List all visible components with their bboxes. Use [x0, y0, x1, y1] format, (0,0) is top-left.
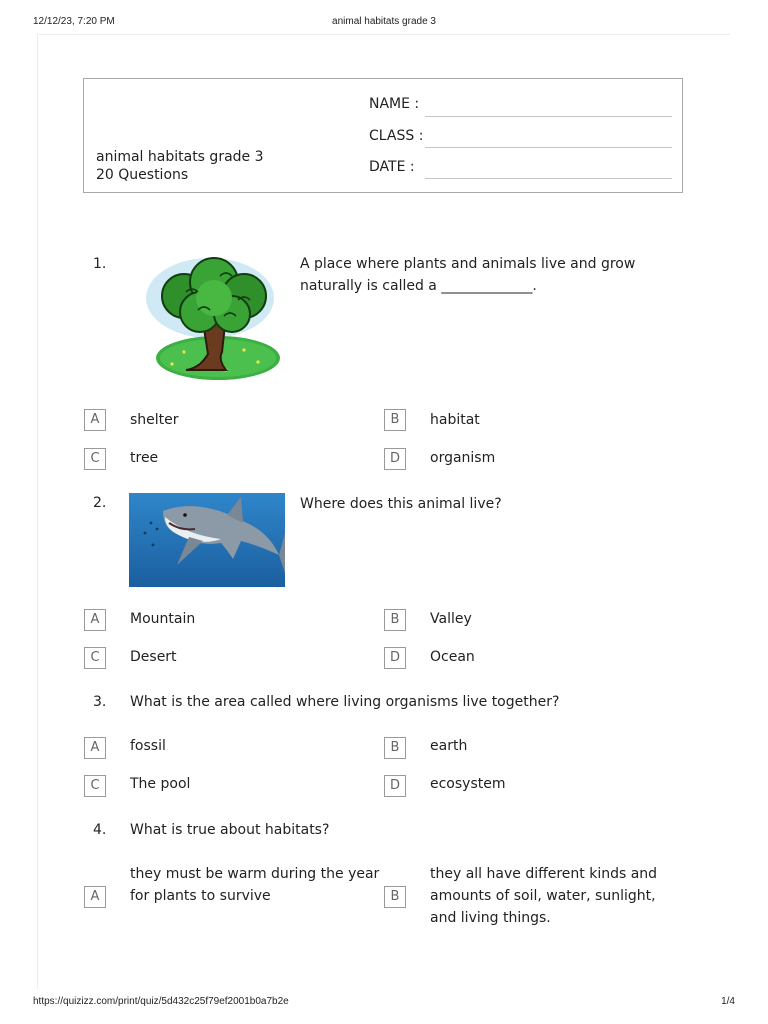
- question-text: A place where plants and animals live and grow naturally is called a _____________.: [300, 256, 636, 294]
- option-text-c[interactable]: Desert: [130, 649, 177, 665]
- option-text-b[interactable]: habitat: [430, 412, 480, 428]
- class-label: CLASS :: [369, 128, 424, 144]
- option-letter-c[interactable]: C: [84, 775, 106, 797]
- question-text: Where does this animal live?: [300, 496, 502, 512]
- option-text-c[interactable]: The pool: [130, 776, 191, 792]
- page-border-top: [37, 34, 730, 35]
- question-text: What is true about habitats?: [130, 822, 330, 838]
- name-label: NAME :: [369, 96, 420, 112]
- print-footer: [0, 996, 768, 1010]
- print-url[interactable]: https://quizizz.com/print/quiz/5d432c25f79ef2001b0a7b2e: [33, 996, 289, 1007]
- class-field-line[interactable]: [425, 147, 672, 148]
- option-text-d[interactable]: organism: [430, 450, 496, 466]
- option-text-a[interactable]: fossil: [130, 738, 166, 754]
- option-text-d[interactable]: ecosystem: [430, 776, 506, 792]
- option-text-b[interactable]: Valley: [430, 611, 472, 627]
- print-doc-title: animal habitats grade 3: [332, 16, 436, 27]
- quiz-info-box: [83, 78, 683, 193]
- option-letter-a[interactable]: A: [84, 886, 106, 908]
- quiz-title: animal habitats grade 3: [96, 149, 264, 165]
- option-letter-d[interactable]: D: [384, 775, 406, 797]
- option-letter-b[interactable]: B: [384, 737, 406, 759]
- option-letter-a[interactable]: A: [84, 737, 106, 759]
- print-datetime: 12/12/23, 7:20 PM: [33, 16, 115, 27]
- print-header: [0, 16, 768, 30]
- option-letter-a[interactable]: A: [84, 409, 106, 431]
- option-text-b[interactable]: they all have different kinds and amounts of soil, water, sunlight, and living things.: [430, 866, 658, 926]
- option-text-a[interactable]: Mountain: [130, 611, 196, 627]
- shark-photo-icon: [129, 493, 285, 587]
- question-text: What is the area called where living organisms live together?: [130, 694, 560, 710]
- option-text-a[interactable]: shelter: [130, 412, 179, 428]
- tree-illustration-icon: [134, 256, 282, 384]
- option-letter-b[interactable]: B: [384, 609, 406, 631]
- option-letter-d[interactable]: D: [384, 448, 406, 470]
- date-label: DATE :: [369, 159, 415, 175]
- question-number: 4.: [93, 822, 107, 838]
- question-count: 20 Questions: [96, 167, 189, 183]
- page-border-left: [37, 34, 38, 989]
- option-letter-b[interactable]: B: [384, 409, 406, 431]
- option-text-d[interactable]: Ocean: [430, 649, 475, 665]
- question-number: 2.: [93, 495, 107, 511]
- name-field-line[interactable]: [425, 116, 672, 117]
- option-letter-c[interactable]: C: [84, 647, 106, 669]
- date-field-line[interactable]: [425, 178, 672, 179]
- option-text-a[interactable]: they must be warm during the year for plants to survive: [130, 866, 380, 904]
- option-text-c[interactable]: tree: [130, 450, 159, 466]
- question-number: 3.: [93, 694, 107, 710]
- page-number: 1/4: [721, 996, 735, 1007]
- option-letter-b[interactable]: B: [384, 886, 406, 908]
- option-letter-d[interactable]: D: [384, 647, 406, 669]
- option-letter-a[interactable]: A: [84, 609, 106, 631]
- option-text-b[interactable]: earth: [430, 738, 468, 754]
- question-number: 1.: [93, 256, 107, 272]
- option-letter-c[interactable]: C: [84, 448, 106, 470]
